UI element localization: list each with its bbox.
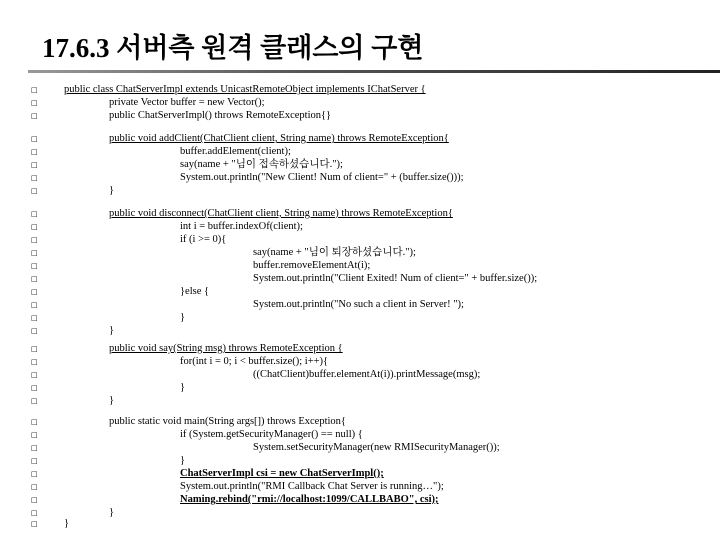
code-text: } [180, 312, 186, 323]
code-line [0, 442, 720, 454]
bullet-icon: □ [31, 444, 38, 452]
code-line [0, 481, 720, 493]
slide-title: 17.6.3 서버측 원격 클래스의 구현 [42, 33, 424, 63]
code-text: } [109, 325, 115, 336]
bullet-icon: □ [31, 431, 38, 439]
code-line [0, 97, 720, 109]
code-line [0, 299, 720, 311]
code-text: System.out.println("New Client! Num of client=" + (buffer.size())); [180, 172, 464, 183]
code-line [0, 234, 720, 246]
code-text: } [180, 382, 186, 393]
code-line [0, 84, 720, 96]
bullet-icon: □ [31, 371, 38, 379]
code-line [0, 455, 720, 467]
code-text: private Vector buffer = new Vector(); [109, 97, 265, 108]
bullet-icon: □ [31, 345, 38, 353]
code-text: if (i >= 0){ [180, 234, 227, 245]
bullet-icon: □ [31, 86, 38, 94]
bullet-icon: □ [31, 314, 38, 322]
bullet-icon: □ [31, 223, 38, 231]
code-line [0, 146, 720, 158]
code-text: }else { [180, 286, 210, 297]
bullet-icon: □ [31, 496, 38, 504]
code-text: System.out.println("Client Exited! Num of client=" + buffer.size()); [253, 273, 538, 284]
code-text: say(name + "님이 접속하셨습니다."); [180, 159, 343, 170]
bullet-icon: □ [31, 327, 38, 335]
bullet-icon: □ [31, 249, 38, 257]
bullet-icon: □ [31, 161, 38, 169]
code-line [0, 273, 720, 285]
code-line [0, 208, 720, 220]
bullet-icon: □ [31, 301, 38, 309]
code-line [0, 159, 720, 171]
code-text: ChatServerImpl csi = new ChatServerImpl(); [180, 468, 384, 479]
code-line [0, 133, 720, 145]
bullet-icon: □ [31, 148, 38, 156]
code-text: public ChatServerImpl() throws RemoteException{} [109, 110, 332, 121]
code-line [0, 247, 720, 259]
bullet-icon: □ [31, 483, 38, 491]
bullet-icon: □ [31, 236, 38, 244]
code-line [0, 518, 720, 530]
code-text: } [109, 507, 115, 518]
code-line [0, 382, 720, 394]
code-text: public class ChatServerImpl extends UnicastRemoteObject implements IChatServer { [64, 84, 426, 95]
code-text: buffer.removeElementAt(i); [253, 260, 371, 271]
code-text: } [180, 455, 186, 466]
code-line [0, 468, 720, 480]
code-text: } [64, 518, 70, 529]
code-text: int i = buffer.indexOf(client); [180, 221, 303, 232]
bullet-icon: □ [31, 509, 38, 517]
code-text: System.out.println("RMI Callback Chat Server is running…"); [180, 481, 444, 492]
code-line [0, 429, 720, 441]
bullet-icon: □ [31, 174, 38, 182]
code-line [0, 260, 720, 272]
code-text: } [109, 395, 115, 406]
code-line [0, 185, 720, 197]
bullet-icon: □ [31, 135, 38, 143]
code-text: System.out.println("No such a client in Server! "); [253, 299, 464, 310]
bullet-icon: □ [31, 99, 38, 107]
code-line [0, 325, 720, 337]
code-line [0, 343, 720, 355]
code-line [0, 369, 720, 381]
bullet-icon: □ [31, 210, 38, 218]
code-line [0, 110, 720, 122]
bullet-icon: □ [31, 397, 38, 405]
code-text: public void say(String msg) throws RemoteException { [109, 343, 343, 354]
bullet-icon: □ [31, 112, 38, 120]
bullet-icon: □ [31, 358, 38, 366]
code-line [0, 172, 720, 184]
code-line [0, 416, 720, 428]
code-text: buffer.addElement(client); [180, 146, 291, 157]
code-text: public void addClient(ChatClient client, String name) throws RemoteException{ [109, 133, 449, 144]
bullet-icon: □ [31, 288, 38, 296]
bullet-icon: □ [31, 384, 38, 392]
code-line [0, 221, 720, 233]
code-text: Naming.rebind("rmi://localhost:1099/CALLBABO", csi); [180, 494, 439, 505]
code-text: public static void main(String args[]) throws Exception{ [109, 416, 346, 427]
bullet-icon: □ [31, 470, 38, 478]
bullet-icon: □ [31, 187, 38, 195]
bullet-icon: □ [31, 520, 38, 528]
code-line [0, 312, 720, 324]
bullet-icon: □ [31, 275, 38, 283]
code-text: public void disconnect(ChatClient client, String name) throws RemoteException{ [109, 208, 453, 219]
code-line [0, 286, 720, 298]
code-line [0, 395, 720, 407]
code-text: System.setSecurityManager(new RMISecurityManager()); [253, 442, 500, 453]
code-line [0, 494, 720, 506]
code-text: if (System.getSecurityManager() == null) { [180, 429, 363, 440]
bullet-icon: □ [31, 262, 38, 270]
code-text: ((ChatClient)buffer.elementAt(i)).printMessage(msg); [253, 369, 481, 380]
bullet-icon: □ [31, 418, 38, 426]
bullet-icon: □ [31, 457, 38, 465]
code-text: say(name + "님이 퇴장하셨습니다."); [253, 247, 416, 258]
code-text: for(int i = 0; i < buffer.size(); i++){ [180, 356, 329, 367]
code-text: } [109, 185, 115, 196]
code-line [0, 356, 720, 368]
